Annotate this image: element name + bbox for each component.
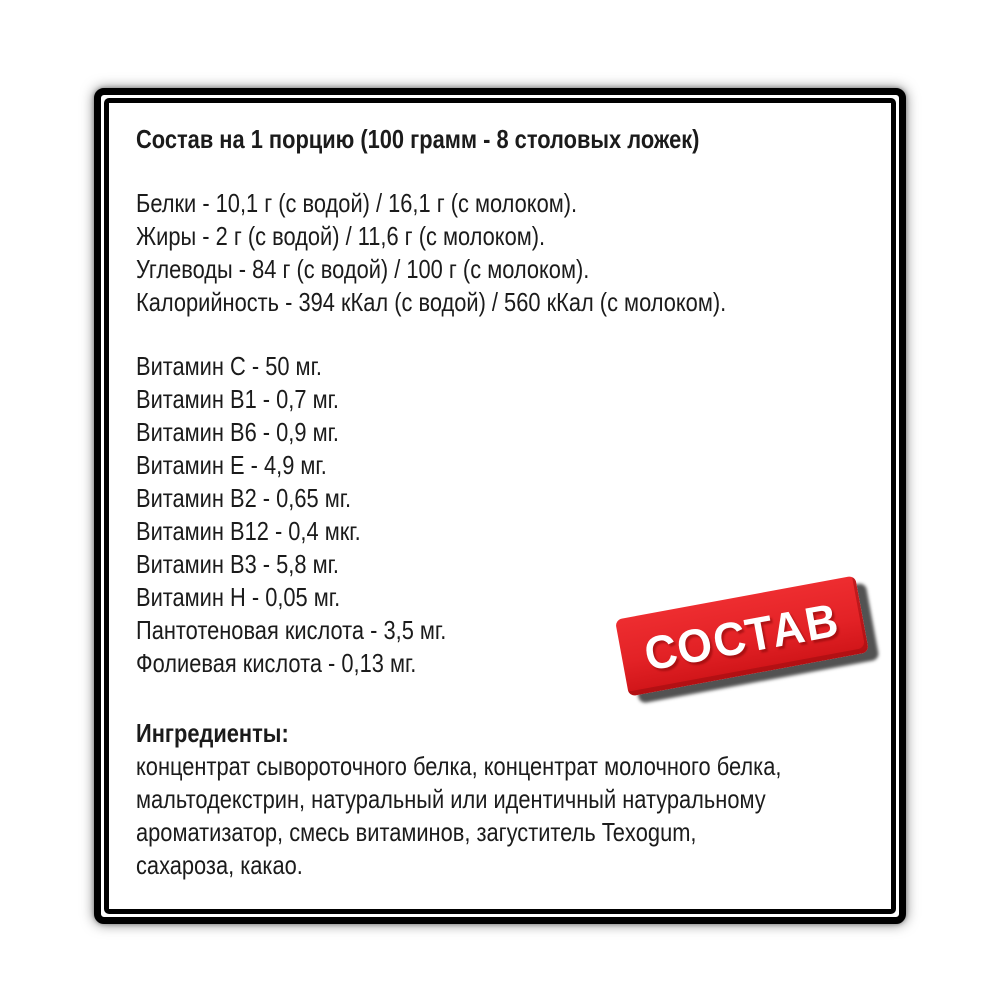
panel-title: Состав на 1 порцию (100 грамм - 8 столовых ложек) [136,124,700,154]
macro-line-calories: Калорийность - 394 кКал (с водой) / 560 кКал (с молоком). [136,287,727,317]
vitamin-line-b2: Витамин В2 - 0,65 мг. [136,483,352,513]
nutrition-panel [94,88,906,924]
macros-block [136,187,871,319]
ingredients-label: Ингредиенты: [136,718,289,748]
macro-line-fats: Жиры - 2 г (с водой) / 11,6 г (с молоком). [136,221,546,251]
ingredients-line-3: ароматизатор, смесь витаминов, загуститель Texogum, [136,817,697,847]
macro-line-carbs: Углеводы - 84 г (с водой) / 100 г (с молоком). [136,254,590,284]
vitamin-line-b1: Витамин В1 - 0,7 мг. [136,384,339,414]
vitamin-line-b12: Витамин В12 - 0,4 мкг. [136,516,361,546]
nutrition-panel-border [104,98,896,914]
ingredients-block [136,717,871,882]
vitamin-line-pantothenic: Пантотеновая кислота - 3,5 мг. [136,615,447,645]
vitamin-line-h: Витамин Н - 0,05 мг. [136,582,341,612]
ingredients-line-4: сахароза, какао. [136,850,303,880]
macro-line-proteins: Белки - 10,1 г (с водой) / 16,1 г (с молоком). [136,188,578,218]
vitamin-line-b3: Витамин В3 - 5,8 мг. [136,549,339,579]
vitamin-line-b6: Витамин В6 - 0,9 мг. [136,417,339,447]
ingredients-line-2: мальтодекстрин, натуральный или идентичный натуральному [136,784,766,814]
vitamin-line-c: Витамин С - 50 мг. [136,351,322,381]
ingredients-line-1: концентрат сывороточного белка, концентрат молочного белка, [136,751,782,781]
sostav-stamp-label: СОСТАВ [640,591,844,681]
vitamin-line-e: Витамин Е - 4,9 мг. [136,450,327,480]
vitamin-line-folic: Фолиевая кислота - 0,13 мг. [136,648,417,678]
